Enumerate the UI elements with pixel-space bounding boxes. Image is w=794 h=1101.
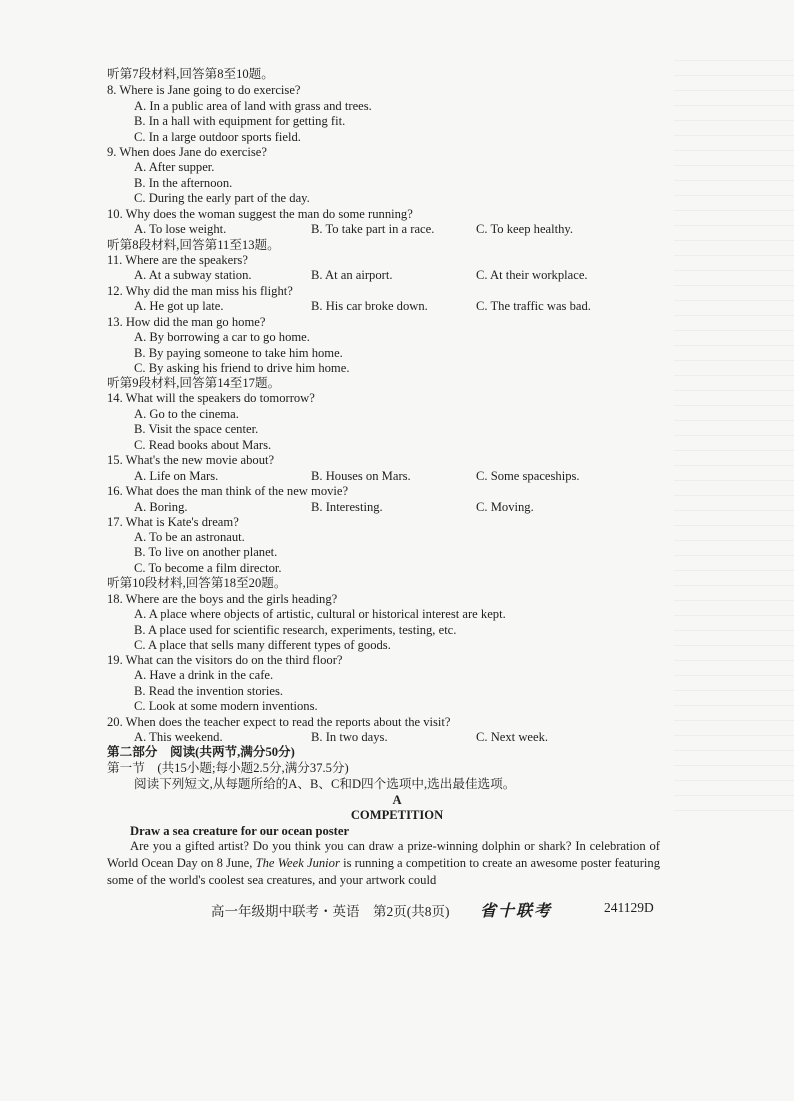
question: 15. What's the new movie about?	[107, 453, 275, 467]
answer-option-a: A. At a subway station.	[134, 268, 252, 282]
answer-option-c: C. At their workplace.	[476, 268, 588, 282]
question: 20. When does the teacher expect to read the reports about the visit?	[107, 715, 451, 729]
answer-option: B. By paying someone to take him home.	[134, 346, 343, 360]
answer-option-b: B. Houses on Mars.	[311, 469, 411, 483]
question: 18. Where are the boys and the girls heading?	[107, 592, 338, 606]
answer-option-b: B. To take part in a race.	[311, 222, 435, 236]
magazine-name: The Week Junior	[255, 856, 340, 870]
question: 10. Why does the woman suggest the man do some running?	[107, 207, 413, 221]
question: 13. How did the man go home?	[107, 315, 266, 329]
answer-option-a: A. He got up late.	[134, 299, 224, 313]
answer-option: A. A place where objects of artistic, cultural or historical interest are kept.	[134, 607, 506, 621]
answer-option-a: A. To lose weight.	[134, 222, 227, 236]
section-instruction: 听第9段材料,回答第14至17题。	[107, 376, 281, 390]
answer-option: B. A place used for scientific research, experiments, testing, etc.	[134, 623, 457, 637]
question: 14. What will the speakers do tomorrow?	[107, 391, 315, 405]
paragraph-end: is running a competition to create an awesome poster featuring some of the world's coolest sea creatures, and your artwork could	[107, 856, 661, 887]
part2-heading: 第二部分 阅读(共两节,满分50分)	[107, 745, 295, 759]
answer-option: A. To be an astronaut.	[134, 530, 245, 544]
answer-option-c: C. Moving.	[476, 500, 534, 514]
answer-option: C. A place that sells many different types of goods.	[134, 638, 391, 652]
question: 8. Where is Jane going to do exercise?	[107, 83, 301, 97]
answer-option: B. Read the invention stories.	[134, 684, 284, 698]
passage-paragraph	[107, 838, 660, 889]
answer-option: C. Read books about Mars.	[134, 438, 272, 452]
answer-option-a: A. Boring.	[134, 500, 188, 514]
answer-option-b: B. His car broke down.	[311, 299, 428, 313]
answer-option: B. In the afternoon.	[134, 176, 233, 190]
question: 17. What is Kate's dream?	[107, 515, 239, 529]
answer-option: A. Have a drink in the cafe.	[134, 668, 274, 682]
section-instruction: 听第7段材料,回答第8至10题。	[107, 67, 274, 81]
passage-subtitle: Draw a sea creature for our ocean poster	[130, 824, 350, 838]
answer-option-c: C. Next week.	[476, 730, 549, 744]
question: 9. When does Jane do exercise?	[107, 145, 267, 159]
answer-option-a: A. Life on Mars.	[134, 469, 219, 483]
answer-option: C. To become a film director.	[134, 561, 282, 575]
answer-option: C. In a large outdoor sports field.	[134, 130, 301, 144]
answer-option-c: C. Some spaceships.	[476, 469, 580, 483]
question: 16. What does the man think of the new movie?	[107, 484, 349, 498]
answer-option: B. Visit the space center.	[134, 422, 259, 436]
question: 11. Where are the speakers?	[107, 253, 248, 267]
answer-option: C. Look at some modern inventions.	[134, 699, 318, 713]
answer-option-c: C. To keep healthy.	[476, 222, 574, 236]
answer-option-b: B. In two days.	[311, 730, 388, 744]
exam-stamp: 省十联考	[480, 903, 553, 920]
question: 19. What can the visitors do on the third floor?	[107, 653, 343, 667]
answer-option-b: B. Interesting.	[311, 500, 383, 514]
reading-instruction: 阅读下列短文,从每题所给的A、B、C和D四个选项中,选出最佳选项。	[134, 777, 516, 791]
section-instruction: 听第8段材料,回答第11至13题。	[107, 238, 280, 252]
bleed-through-shadow	[674, 60, 794, 820]
answer-option: C. By asking his friend to drive him home.	[134, 361, 350, 375]
footer-text: 高一年级期中联考・英语 第2页(共8页)	[211, 904, 450, 919]
section1-heading: 第一节 (共15小题;每小题2.5分,满分37.5分)	[107, 761, 349, 775]
passage-title: COMPETITION	[350, 808, 444, 822]
answer-option-b: B. At an airport.	[311, 268, 393, 282]
answer-option-a: A. This weekend.	[134, 730, 223, 744]
answer-option-c: C. The traffic was bad.	[476, 299, 591, 313]
answer-option: A. By borrowing a car to go home.	[134, 330, 310, 344]
exam-code: 241129D	[604, 900, 654, 915]
passage-letter: A	[392, 793, 402, 807]
answer-option: A. After supper.	[134, 160, 215, 174]
paragraph-start: Are you a gifted artist? Do you think you can draw a prize-winning dolphin or shark? In celebration of World Ocean Day on 8 June,	[107, 839, 660, 870]
answer-option: A. Go to the cinema.	[134, 407, 239, 421]
answer-option: B. To live on another planet.	[134, 545, 278, 559]
section-instruction: 听第10段材料,回答第18至20题。	[107, 576, 287, 590]
answer-option: B. In a hall with equipment for getting fit.	[134, 114, 346, 128]
question: 12. Why did the man miss his flight?	[107, 284, 293, 298]
answer-option: A. In a public area of land with grass and trees.	[134, 99, 372, 113]
answer-option: C. During the early part of the day.	[134, 191, 310, 205]
